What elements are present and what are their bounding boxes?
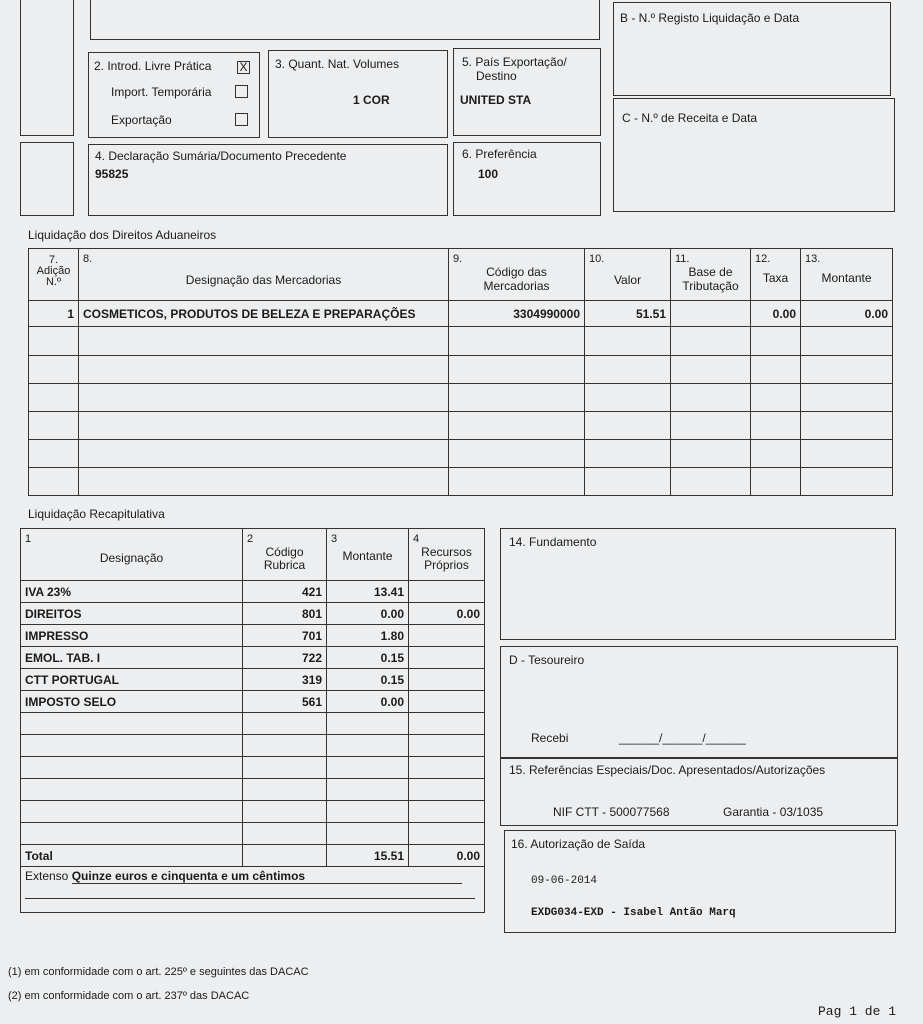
recap-montante: 0.15 (327, 669, 409, 691)
empty-row (29, 384, 893, 412)
recap-row (21, 603, 485, 625)
field-6-value: 100 (478, 167, 499, 181)
empty-row (29, 412, 893, 440)
liquidacao-header-row (29, 249, 893, 301)
header-13-label: Montante (821, 271, 872, 285)
row-codigo: 3304990000 (449, 301, 585, 327)
header-base (671, 249, 751, 301)
authorization-officer: EXDG034-EXD - Isabel Antão Marq (531, 907, 736, 919)
recap-designacao: CTT PORTUGAL (21, 669, 243, 691)
recap-designacao: DIREITOS (21, 603, 243, 625)
recap-header-codigo (243, 529, 327, 581)
header-13-num: 13. (805, 253, 821, 265)
field-4-box (88, 144, 448, 216)
recap-header-1-label: Designação (99, 551, 164, 565)
page-number: Pag 1 de 1 (818, 1004, 897, 1019)
import-temporaria-label: Import. Temporária (111, 85, 212, 99)
field-4-label: 4. Declaração Sumária/Documento Precedente (95, 149, 347, 163)
extenso-row (21, 867, 485, 913)
field-5-label-2: Destino (476, 69, 517, 83)
top-left-margin-box (20, 0, 74, 136)
box-16-label: 16. Autorização de Saída (511, 837, 646, 851)
box-15-label: 15. Referências Especiais/Doc. Apresentados/Autorizações (509, 763, 826, 777)
recap-designacao: EMOL. TAB. I (21, 647, 243, 669)
recap-table (20, 528, 485, 913)
header-11-b: Tributação (682, 279, 739, 293)
header-12-label: Taxa (762, 271, 789, 285)
header-12-num: 12. (755, 253, 771, 265)
recap-header-montante (327, 529, 409, 581)
top-center-box (90, 0, 600, 40)
recap-total-recursos: 0.00 (409, 845, 485, 867)
field-3-label: 3. Quant. Nat. Volumes (275, 57, 400, 71)
field-5-box (453, 48, 601, 136)
header-7-b: N.º (45, 276, 62, 288)
liquidacao-table (28, 248, 893, 496)
header-9-a: Código das (486, 265, 547, 279)
recebi-date-line: ______/______/______ (619, 731, 746, 745)
box-d-label: D - Tesoureiro (509, 653, 585, 667)
box-c-label: C - N.º de Receita e Data (622, 111, 758, 125)
recap-title: Liquidação Recapitulativa (28, 507, 165, 521)
row2-left-margin-box (20, 142, 74, 216)
recap-header-4-b: Próprios (424, 558, 469, 572)
recap-recursos (409, 625, 485, 647)
extenso-value: Quinze euros e cinquenta e um cêntimos (72, 869, 462, 884)
box-d (500, 646, 898, 758)
field-2-label: 2. Introd. Livre Prática (94, 59, 212, 73)
nif-ctt: NIF CTT - 500077568 (553, 805, 670, 819)
liquidacao-title: Liquidação dos Direitos Aduaneiros (28, 228, 217, 242)
recap-recursos (409, 669, 485, 691)
extenso-second-line (25, 890, 475, 899)
field-6-box (453, 142, 601, 216)
box-b (613, 2, 891, 96)
header-codigo (449, 249, 585, 301)
box-15 (500, 758, 898, 826)
recap-montante: 0.00 (327, 603, 409, 625)
row-adicao: 1 (29, 301, 79, 327)
header-10-label: Valor (613, 273, 642, 287)
liquidacao-row (29, 301, 893, 327)
recap-codigo: 722 (243, 647, 327, 669)
livre-pratica-checkbox[interactable]: X (237, 61, 250, 74)
recap-montante: 0.00 (327, 691, 409, 713)
exportacao-checkbox[interactable] (235, 113, 248, 126)
row-taxa: 0.00 (751, 301, 801, 327)
recap-montante: 0.15 (327, 647, 409, 669)
recap-designacao: IVA 23% (21, 581, 243, 603)
header-9-num: 9. (453, 253, 463, 265)
header-11-num: 11. (675, 253, 690, 265)
recap-designacao: IMPOSTO SELO (21, 691, 243, 713)
recap-codigo: 421 (243, 581, 327, 603)
box-b-label: B - N.º Registo Liquidação e Data (620, 11, 800, 25)
header-7-num: 7. (48, 254, 59, 266)
header-8-label: Designação das Mercadorias (185, 273, 342, 287)
field-5-value: UNITED STA (460, 93, 532, 107)
recap-recursos: 0.00 (409, 603, 485, 625)
field-3-box (268, 50, 448, 138)
recap-empty-row (21, 713, 485, 735)
header-7-a: Adição (36, 265, 71, 277)
authorization-date: 09-06-2014 (531, 875, 598, 887)
recap-montante: 1.80 (327, 625, 409, 647)
box-c (613, 98, 895, 212)
box-16 (504, 830, 896, 933)
recap-empty-row (21, 801, 485, 823)
recap-montante: 13.41 (327, 581, 409, 603)
recebi-label: Recebi (531, 731, 569, 745)
extenso-label: Extenso (25, 869, 69, 883)
recap-empty-row (21, 735, 485, 757)
recap-header-4-a: Recursos (421, 545, 472, 559)
row-montante: 0.00 (801, 301, 893, 327)
header-valor (585, 249, 671, 301)
recap-total-row (21, 845, 485, 867)
recap-row (21, 625, 485, 647)
extenso-cell (21, 867, 485, 913)
recap-header-1-num: 1 (25, 533, 32, 545)
recap-header-row (21, 529, 485, 581)
row-valor: 51.51 (585, 301, 671, 327)
recap-header-3-label: Montante (342, 549, 393, 563)
field-2-box (88, 52, 260, 138)
empty-row (29, 440, 893, 468)
header-8-num: 8. (83, 253, 93, 265)
recap-codigo: 319 (243, 669, 327, 691)
header-9-b: Mercadorias (483, 279, 550, 293)
recap-empty-row (21, 823, 485, 845)
field-4-value: 95825 (95, 167, 129, 181)
recap-header-3-num: 3 (331, 533, 338, 545)
footnote-1: (1) em conformidade com o art. 225º e seguintes das DACAC (8, 966, 309, 978)
recap-total-montante: 15.51 (327, 845, 409, 867)
header-designacao (79, 249, 449, 301)
footnote-2: (2) em conformidade com o art. 237º das DACAC (8, 990, 250, 1002)
header-montante (801, 249, 893, 301)
box-14-label: 14. Fundamento (509, 535, 597, 549)
recap-header-2-num: 2 (247, 533, 254, 545)
recap-header-2-b: Rubrica (263, 558, 306, 572)
box-14 (500, 528, 896, 640)
recap-empty-row (21, 779, 485, 801)
empty-row (29, 468, 893, 496)
recap-codigo: 561 (243, 691, 327, 713)
field-6-label: 6. Preferência (462, 147, 537, 161)
recap-codigo: 701 (243, 625, 327, 647)
header-11-a: Base de (688, 265, 733, 279)
field-5-label: 5. País Exportação/ (462, 55, 567, 69)
recap-row (21, 669, 485, 691)
empty-row (29, 327, 893, 356)
recap-recursos (409, 581, 485, 603)
recap-row (21, 581, 485, 603)
header-adicao (29, 249, 79, 301)
recap-header-2-a: Código (265, 545, 304, 559)
exportacao-label: Exportação (111, 113, 172, 127)
empty-row (29, 356, 893, 384)
recap-recursos (409, 691, 485, 713)
row-designacao: COSMETICOS, PRODUTOS DE BELEZA E PREPARAÇÕES (79, 301, 449, 327)
recap-header-4-num: 4 (413, 533, 420, 545)
recap-row (21, 647, 485, 669)
garantia: Garantia - 03/1035 (723, 805, 824, 819)
recap-codigo: 801 (243, 603, 327, 625)
recap-designacao: IMPRESSO (21, 625, 243, 647)
header-taxa (751, 249, 801, 301)
recap-header-designacao (21, 529, 243, 581)
recap-recursos (409, 647, 485, 669)
recap-header-recursos (409, 529, 485, 581)
field-3-value: 1 COR (353, 93, 390, 107)
import-temporaria-checkbox[interactable] (235, 85, 248, 98)
recap-row (21, 691, 485, 713)
row-base (671, 301, 751, 327)
recap-empty-row (21, 757, 485, 779)
recap-total-label: Total (21, 845, 243, 867)
header-10-num: 10. (589, 253, 605, 265)
